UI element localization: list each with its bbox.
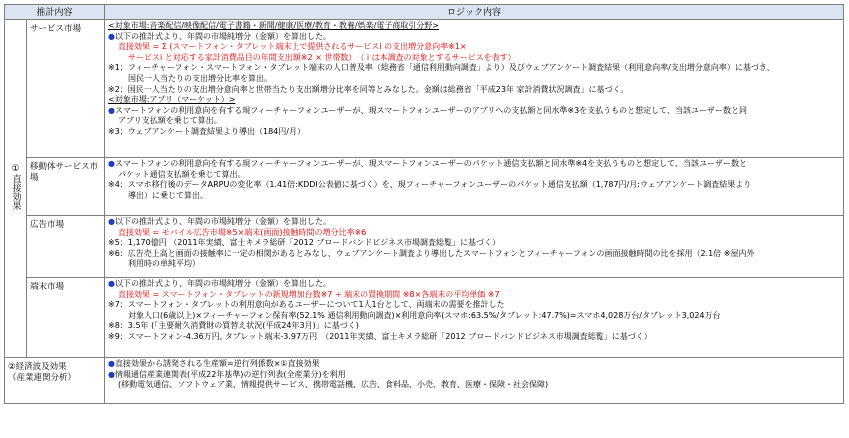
table-header-row <box>5 5 844 20</box>
logic-line: (移動電気通信、ソフトウェア業、情報提供サービス、携帯電話機、広告、食料品、小売、教育、医療・保険・社会保障) <box>118 380 549 390</box>
direct-effect-num: ① <box>11 164 20 174</box>
logic-cell-ad <box>105 216 844 278</box>
logic-cell-service <box>105 20 844 158</box>
market-label-ad: 広告市場 <box>27 216 105 278</box>
ripple-label-line2: （産業連関分析） <box>8 373 77 383</box>
note-line: ※9：スマートフォン-4.36万円, タブレット端末-3.97万円 （2011年実績、富士キメラ総研「2012 ブロードバンドビジネス市場調査総覧」に基づく） <box>108 331 652 341</box>
formula-line: サービスi と対応する家計消費品目の年間支出額※2 × 世帯数） （ i は本調査の対象とするサービスを表す） <box>128 52 516 62</box>
target-market-line: <対象市場:アプリ（マーケット）> <box>108 95 236 105</box>
header-estimate: 推計内容 <box>5 5 105 20</box>
formula-line: 直接効果 = Σ (スマートフォン・タブレット端末上で提供されるサービスi の支出増分意向率※1× <box>118 42 467 52</box>
note-line: ※4：スマホ移行後のデータARPUの変化率（1.41倍:KDDI公表値に基づく）を、現フィーチャーフォンユーザーのパケット通信支払額（1,787円/月:ウェブアンケート調査結果より <box>108 180 752 190</box>
note-line: ※2：国民一人当たりの支出増分意向率と世帯当たり支出額増分比率を同等とみなした。金額は総務省「平成23年 家計消費状況調査」に基づく。 <box>108 84 629 94</box>
note-line: ※6：広告売上高と画面の接触率に一定の相関があるとみなし、ウェブアンケート調査より導出したスマートフォンとフィーチャーフォンの画面接触時間の比を採用（2.1倍 ※屋内外 <box>108 248 755 258</box>
market-label-terminal: 端末市場 <box>27 278 105 358</box>
bullet-dot-icon: ● <box>108 369 115 379</box>
target-market-line: <対象市場:音楽配信/映像配信/電子書籍・新聞/健康/医療/教育・教養/娯楽/電子商取引分野> <box>108 21 439 30</box>
note-line: 国民一人当たりの支出増分比率を算出。 <box>128 73 273 83</box>
table-row-terminal <box>5 278 844 358</box>
note-line: 利用時の単純平均） <box>128 259 201 269</box>
logic-line: パケット通信支払額を乗じて算出。 <box>118 169 246 179</box>
bullet-dot-icon: ● <box>108 217 115 226</box>
logic-cell-ripple <box>105 358 844 404</box>
note-line: ※8：3.5年 (「主要耐久消費財の買替え状況(平成24年3月)」に基づく) <box>108 321 359 331</box>
bullet-dot-icon: ● <box>108 279 115 288</box>
logic-cell-mobile <box>105 158 844 216</box>
market-label-service: サービス市場 <box>27 20 105 158</box>
logic-table <box>4 4 844 404</box>
market-label-mobile: 移動体サービス市場 <box>27 158 105 216</box>
formula-line: 直接効果 = モバイル広告市場※5×端末(画面)接触時間の増分比率※6 <box>118 227 367 237</box>
note-line: ※5：1,170億円 （2011年実績、富士キメラ総研「2012 ブロードバンドビジネス市場調査総覧」に基づく） <box>108 238 500 248</box>
bullet-dot-icon: ● <box>108 31 115 41</box>
note-line: ※7：スマートフォン・タブレットの利用意向があるユーザーについて1人1台として、両端末の需要を推計した <box>108 300 505 310</box>
logic-table-wrapper <box>4 4 844 434</box>
bullet-dot-icon: ● <box>108 359 115 368</box>
header-logic: ロジック内容 <box>105 5 844 20</box>
direct-effect-text: 直接効果 <box>10 174 21 210</box>
logic-line: スマートフォンの利用意向を有する現フィーチャーフォンユーザーが、現スマートフォンユーザーのパケット通信支払額と同水準※4を支払うものと想定して、当該ユーザー数と <box>115 159 747 168</box>
logic-line: スマートフォンの利用意向を有する現フィーチャーフォンユーザーが、現スマートフォンユーザーのアプリへの支払額と同水準※3を支払うものと想定して、当該ユーザー数と同 <box>115 105 748 115</box>
logic-line: 以下の推計式より、年間の市場純増分（金額）を算出した。 <box>115 217 331 226</box>
note-line: ※3：ウェブアンケート調査結果より導出（184円/月） <box>108 126 305 136</box>
bullet-dot-icon: ● <box>108 105 115 115</box>
table-row-ripple <box>5 358 844 404</box>
note-line: 導出）に乗じて算出。 <box>128 190 209 200</box>
note-line: ※1：フィーチャーフォン・スマートフォン・タブレット端末の人口普及率（総務省「通信利用動向調査」より）及びウェブアンケート調査結果（利用意向率/支出増分意向率）に基づき、 <box>108 63 775 73</box>
table-row-mobile <box>5 158 844 216</box>
direct-effect-label <box>5 20 27 358</box>
logic-line: 以下の推計式より、年間の市場純増分（金額）を算出した。 <box>115 31 331 41</box>
formula-line: 直接効果 = スマートフォン・タブレットの新規増加台数※7 ÷ 端末の買換期間 ※8×各端末の平均単価 ※7 <box>118 289 500 299</box>
ripple-label-line1: ②経済波及効果 <box>8 362 67 372</box>
note-line: 対象人口(6歳以上)×フィーチャーフォン保有率(52.1% 通信利用動向調査)×利用意向率(スマホ:63.5%/タブレット:47.7%)=スマホ4,028万台/タブレット3,024万台 <box>128 310 721 320</box>
logic-line: 情報通信産業連関表(平成22年基準)の逆行列表(全産業分)を利用 <box>115 369 346 379</box>
logic-line: アプリ支払額を乗じて算出。 <box>118 116 222 126</box>
bullet-dot-icon: ● <box>108 159 115 168</box>
table-row-ad <box>5 216 844 278</box>
ripple-label <box>5 358 105 404</box>
logic-line: 以下の推計式より、年間の市場純増分（金額）を算出した。 <box>115 279 331 288</box>
logic-line: 直接効果から誘発される生産額=逆行列係数×①直接効果 <box>115 359 320 368</box>
logic-cell-terminal <box>105 278 844 358</box>
table-row-service <box>5 20 844 158</box>
